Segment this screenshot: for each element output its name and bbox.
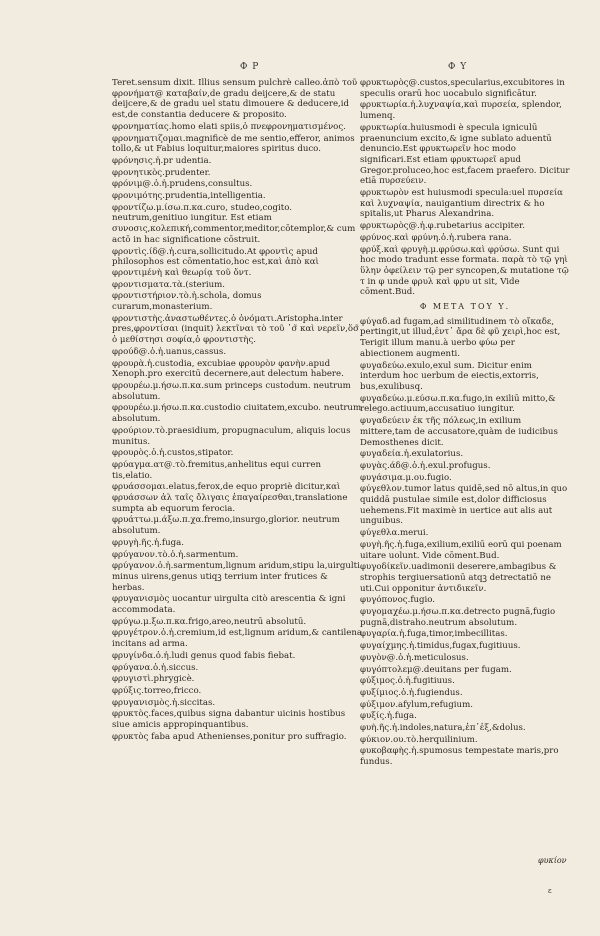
entry-text: φρύγανον.τὸ.ὁ.ἡ.sarmentum. [112, 549, 239, 560]
entry-text: φρυκτὸς faba apud Athenienses,ponitur pro suffragio. [112, 731, 347, 742]
entry-text: φυγοδίκεῖν.uadimonii deserere,ambagibus & strophis tergiuersationū atqꝫ detrectatiō ne uti.Cui opponitur ἀντιδικεῖν. [360, 562, 557, 594]
dictionary-entry [360, 245, 570, 299]
dictionary-entry [360, 78, 570, 99]
entry-text: φρυκτὸς.faces,quibus signa dabantur uicinis hostibus siue amicis appropinquantibus. [112, 709, 346, 731]
entry-text: φρύαγμα.ατ@.τὸ.fremitus,anhelitus equi curren tis,elatio. [112, 459, 321, 481]
dictionary-entry [112, 314, 362, 346]
dictionary-entry [112, 698, 362, 709]
dictionary-entry [112, 203, 362, 246]
dictionary-entry [360, 528, 570, 539]
dictionary-entry [360, 416, 570, 448]
entry-text: φρονηματιζομαι.magnificè de me sentio,efferor, animos tollo,& ut Fabius loquitur,maiores spiritus duco. [112, 133, 355, 155]
entry-text: φρύνος.καὶ φρύνη.ὁ.ἡ.rubera rana. [360, 232, 512, 243]
dictionary-entry [112, 347, 362, 358]
entry-text: φρυκτωρία.huiusmodi è specula igniculū praenuncium excito,& igne sublato aduentū denuncio.Est φρυκτωρεῖν hoc modo significari.Est etiam φρυκτωρεῖ apud Gregor.proluceo,hoc est,facem praefero. Dicitur etiā πυρσεύειν. [360, 122, 570, 187]
dictionary-entry [112, 732, 362, 743]
entry-text: φυγαίχμης.ἡ.timidus,fugax,fugitiuus. [360, 641, 521, 652]
dictionary-entry [112, 381, 362, 402]
dictionary-entry [112, 674, 362, 685]
entry-text: φύξιμος.ὁ.ἡ.fugitiuus. [360, 676, 455, 687]
entry-text: φυγαρία.ἡ.fuga,timor,imbecillitas. [360, 629, 508, 640]
dictionary-entry [112, 709, 362, 730]
entry-text: φροντιστὴς.ἀναστωθέντες.ὁ ὀνόματι.Aristopha.inter pres,φροντίσαι (inquit) λεκτῖναι τὸ τοῦ ᾽σ̃ καὶ νερεῖν,ὅσ̃ ὁ μεθίστησι σοφία,ὁ φροντιστὴς. [112, 313, 359, 346]
entry-text: φρυγανισμὸς.ἡ.siccitas. [112, 697, 216, 708]
dictionary-entry [360, 607, 570, 628]
dictionary-entry [360, 221, 570, 232]
entry-text: φρυκτωρὸν est huiusmodi specula:uel πυρσεία καὶ λυχναψία, nauigantium directrix & ho spitalis,ut Pharus Alexandrina. [360, 188, 563, 220]
dictionary-entry [112, 561, 362, 593]
entry-text: φρυγίνδα.ὁ.ἡ.ludi genus quod fabis fiebat. [112, 650, 296, 661]
dictionary-entry [112, 179, 362, 190]
entry-text: φυγὰς.άδ@.ὁ.ἡ.exul.profugus. [360, 460, 491, 471]
dictionary-entry [112, 78, 362, 121]
dictionary-entry [360, 595, 570, 606]
entry-text: φυγαδεία.ἡ.exulatorius. [360, 449, 464, 460]
entry-text: φρουρὰ.ἡ.custodia, excubiae φρουρὸν φανὴν.apud Xenoph.pro exercitū decernere,aut delectum habere. [112, 358, 344, 380]
dictionary-entry [112, 122, 362, 133]
entry-text: φρυάσσομαι.elatus,ferox,de equo propriè dicitur,καὶ φρυάσσων ἀλ ταῖς ὄλιγαις ἐπαγαίρεσθαι,translatione sumpta ab equorum ferocia. [112, 482, 348, 514]
entry-text: φύξιμον.afylum,refugium. [360, 699, 473, 710]
entry-text: φυγὸν@.ὁ.ἡ.meticulosus. [360, 652, 469, 663]
dictionary-entry [112, 538, 362, 549]
dictionary-entry [112, 280, 362, 291]
dictionary-entry [112, 191, 362, 202]
page-header-left: Φ Ρ [240, 62, 260, 72]
entry-text: φρουρὸς.ὁ.ἡ.custos,stipator. [112, 448, 234, 459]
entry-text: φρύγανα.ὁ.ἡ.siccus. [112, 662, 199, 673]
entry-text: φρονητικὸς.prudenter. [112, 167, 211, 178]
entry-text: φυγόπονος.fugio. [360, 595, 436, 606]
entry-text: φυκοβαφὴς.ἡ.spumosus tempestate maris,pro fundus. [360, 746, 559, 768]
entry-text: φυγομαχέω.μ.ήσω.π.κα.detrecto pugnā,fugio pugnā,distraho.neutrum absolutum. [360, 607, 556, 628]
entry-text: φροντίζω.μ.ίσω.π.κα.curo, studeo,cogito. neutrum,genitiuo iungitur. Est etiam συνοσις,κολεπική,commentor,meditor,cōtemplor,& cum actō in hac significatione cōstruit. [112, 202, 356, 245]
page-header-right: Φ Υ [448, 62, 468, 72]
dictionary-entry [360, 123, 570, 187]
entry-text: φρούριον.τὸ.praesidium, propugnaculum, aliquis locus munitus. [112, 425, 351, 447]
dictionary-entry [360, 723, 570, 734]
entry-text: Teret.sensum dixit. Illius sensum pulchrè calleo.ἀπὸ τοῦ φρονήματ@ καταβαίν,de gradu deijcere,& de statu deijcere,& de gradu uel statu dimouere & deducere,id est,de constantia deducere & proposito. [112, 78, 358, 121]
entry-text: φυγόπτολεμ@.deuitans per fugam. [360, 664, 512, 675]
section-title: Φ ΜΕΤΑ ΤΟΥ Υ. [419, 302, 511, 312]
entry-text: φύγεθλα.merui. [360, 528, 429, 539]
entry-text: φρύγανον.ὁ.ἡ.sarmentum,lignum aridum,stipu la,uirgulti minus uirens,genus utiqꝫ terrium inter frutices & herbas. [112, 561, 360, 593]
left-column [112, 78, 362, 888]
right-column-lower [360, 317, 570, 768]
dictionary-entry [360, 361, 570, 393]
dictionary-entry [360, 461, 570, 472]
catchword: φυκίον [538, 856, 567, 865]
dictionary-entry [112, 403, 362, 424]
dictionary-entry [360, 484, 570, 527]
dictionary-entry [112, 617, 362, 628]
dictionary-entry [360, 629, 570, 640]
entry-text: φρύγω.μ.ξω.π.κα.frigo,areo,neutrū absolutū. [112, 616, 307, 627]
entry-text: φρουρέω.μ.ήσω.π.κα.custodio ciuitatem,excubo. neutrum absolutum. [112, 403, 362, 425]
entry-text: φυγάσιμα.μ.ου.fugio. [360, 472, 452, 483]
dictionary-entry [360, 100, 570, 121]
dictionary-entry [112, 426, 362, 447]
dictionary-entry [360, 653, 570, 664]
dictionary-entry [112, 156, 362, 167]
entry-text: φροντιστήριον.τὸ.ἡ.schola, domus curarum,monasterium. [112, 291, 262, 313]
entry-text: φρούδ@.ὁ.ἡ.uanus,cassus. [112, 346, 227, 357]
dictionary-entry [112, 359, 362, 380]
dictionary-entry [360, 735, 570, 746]
dictionary-entry [360, 473, 570, 484]
entry-text: φρυγέτρον.ὁ.ἡ.cremium,id est,lignum aridum,& cantilena incitans ad arma. [112, 628, 362, 650]
entry-text: φρύξ.καὶ φρυγὴ.μ.φρύσω.καὶ φρύσω. Sunt qui hoc modo tradunt esse formata. παρὰ τὸ τῷ γηὶ ὕλην ὀφείλειν τῷ per syncopen,& mutatione τῷ τ in φ unde φρυλ καὶ φρυ ut sit, Vide cōment.Bud. [360, 244, 569, 298]
entry-text: φρουρέω.μ.ήσω.π.κα.sum princeps custodum. neutrum absolutum. [112, 380, 351, 402]
entry-text: φρυκτωρὸς@.custos,specularius,excubitores in speculis orarū hoc uocabulo significātur. [360, 78, 565, 99]
dictionary-entry [360, 711, 570, 722]
dictionary-entry [112, 448, 362, 459]
dictionary-entry [360, 233, 570, 244]
dictionary-entry [112, 247, 362, 279]
entry-text: φυξίμιος.ὁ.ἡ.fugiendus. [360, 687, 463, 698]
dictionary-entry [112, 663, 362, 674]
entry-text: φυγαδεύω.μ.εύσω.π.κα.fugo,in exiliū mitto,& relego.actiuum,accusatiuo iungitur. [360, 393, 556, 415]
entry-text: φυγὴ.ῆς.ἡ.fuga,exilium,exiliū eorū qui poenam uitare uolunt. Vide cōment.Bud. [360, 539, 562, 561]
entry-text: φύκιον.ου.τὸ.herquilinium. [360, 734, 478, 745]
dictionary-entry [360, 665, 570, 676]
dictionary-entry [112, 651, 362, 662]
entry-text: φυγαδεύω.exulo,exul sum. Dicitur enim interdum hoc uerbum de eiectis,extorris, bus,exulibusq. [360, 360, 539, 392]
entry-text: φρύξις.torreo,fricco. [112, 685, 202, 696]
right-column [360, 78, 570, 888]
entry-text: φρόνιμ@.ὁ.ἡ.prudens,consultus. [112, 179, 253, 190]
entry-text: φρυγὴ.ῆς.ἡ.fuga. [112, 537, 184, 548]
right-column-upper [360, 78, 570, 298]
entry-text: φρυκτωρὸς@.ἡ.φ.rubetarius accipiter. [360, 221, 525, 232]
entry-text: φύγαδ.ad fugam,ad similitudinem τὸ οἴκαδε, pertingit,ut illud,ἐντ᾽ ἄρα δὲ φῦ χειρὶ,hoc est, Terigit illum manu.à uerbo φύω per abiectionem augmenti. [360, 316, 561, 359]
dictionary-entry [360, 394, 570, 415]
dictionary-entry [112, 168, 362, 179]
dictionary-entry [360, 449, 570, 460]
entry-text: φυγαδεύειν ἐκ τῆς πόλεως,in exilium mittere,tam de accusatore,quàm de iudicibus Demosthenes dicit. [360, 416, 558, 448]
dictionary-entry [360, 188, 570, 220]
entry-text: φρυγιστὶ.phrygicè. [112, 674, 195, 685]
entry-text: φρονηματίας.homo elati spiis,ὁ πνεφρονηματισμένος. [112, 121, 346, 132]
dictionary-entry [112, 134, 362, 155]
entry-text: φρυγανισμὸς uocantur uirgulta citò arescentia & igni accommodata. [112, 594, 346, 616]
dictionary-entry [112, 515, 362, 536]
dictionary-entry [112, 482, 362, 514]
entry-text: φυὴ.ῆς.ἡ.indoles,natura,ἐπ᾽ἐξ,&dolus. [360, 723, 526, 734]
entry-text: φρυάττω.μ.άξω.π.χα.fremo,insurgo,glorior. neutrum absolutum. [112, 515, 340, 537]
dictionary-entry [360, 540, 570, 561]
dictionary-entry [112, 594, 362, 615]
dictionary-entry [112, 550, 362, 561]
dictionary-entry [112, 460, 362, 481]
entry-text: φρόνησις.ἡ.pr udentia. [112, 155, 212, 166]
dictionary-entry [360, 676, 570, 687]
dictionary-entry [112, 628, 362, 649]
entry-text: φύγεθλον.tumor latus quidē,sed nō altus,in quo quiddā pustulae simile est,dolor difficiosus uehemens.Fit maximè in uertice aut alis aut unguibus. [360, 484, 568, 527]
dictionary-entry [360, 746, 570, 767]
signature-mark: ε [548, 887, 552, 895]
entry-text: φροντισματα.τὰ.(sterium. [112, 279, 225, 290]
dictionary-entry [112, 686, 362, 697]
dictionary-entry [360, 688, 570, 699]
entry-text: φρονιμότης.prudentia,intelligentia. [112, 191, 266, 202]
dictionary-entry [360, 317, 570, 360]
dictionary-entry [112, 291, 362, 312]
entry-text: φυξίς.ἡ.fuga. [360, 711, 417, 722]
dictionary-entry [360, 700, 570, 711]
dictionary-entry [360, 641, 570, 652]
dictionary-entry [360, 562, 570, 594]
entry-text: φροντὶς.ίδ@.ἡ.cura,sollicitudo.At φροντὶς apud philosophos est cōmentatio,hoc est,καὶ ἀπὸ καὶ φροντιμένὴ καὶ θεωρίᾳ τοῦ ὄντ. [112, 246, 319, 278]
entry-text: φρυκτωρία.ἡ.λυχναψία,καὶ πυρσεία, splendor, lumenq. [360, 100, 562, 122]
